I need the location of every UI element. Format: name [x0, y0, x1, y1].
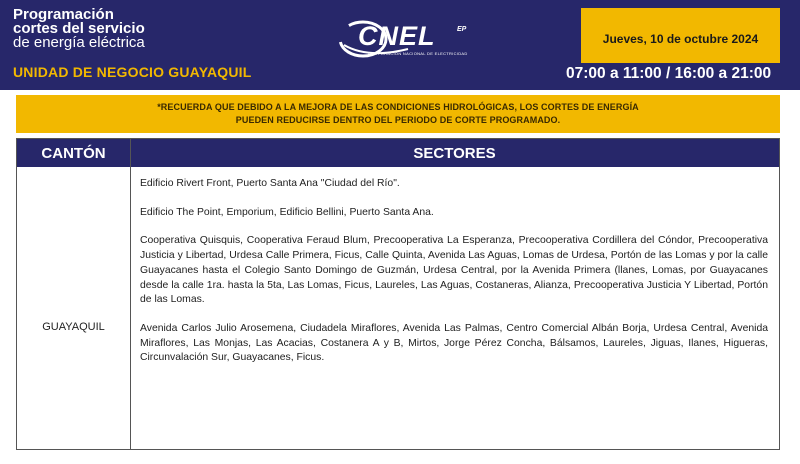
schedule-hours: 07:00 a 11:00 / 16:00 a 21:00 [566, 65, 772, 82]
notice-banner [16, 95, 780, 133]
date-box [581, 8, 780, 63]
sector-paragraph: Edificio The Point, Emporium, Edificio Bellini, Puerto Santa Ana. [140, 206, 434, 218]
sectores-cell [140, 177, 768, 380]
header-banner [0, 0, 800, 90]
canton-cell: GUAYAQUIL [42, 321, 105, 333]
sector-paragraph: Edificio Rivert Front, Puerto Santa Ana "Ciudad del Río". [140, 178, 400, 189]
title-line-2: cortes del servicio [13, 20, 145, 37]
column-header-canton: CANTÓN [41, 145, 106, 162]
logo-wordmark: CNEL [358, 21, 436, 51]
notice-line-1: *RECUERDA QUE DEBIDO A LA MEJORA DE LAS CONDICIONES HIDROLÓGICAS, LOS CORTES DE ENERGÍA [157, 102, 639, 112]
logo-ep: EP [457, 26, 467, 33]
sector-paragraph: Cooperativa Quisquis, Cooperativa Feraud Blum, Precooperativa La Esperanza, Precooperativa Cordillera del Cóndor, Precooperativa Justicia y Libertad, Urdesa Calle Primera, Ficus, Calle Quinta, Avenida Las Aguas, Lomas de Urdesa, Portón de las Lomas y por la calle Guayacanes hasta el Colegio Santo Domingo de Guzmán, Urdesa Central, por la Avenida Primera (llanes, Lomas, por Guayacanes desde la calle 1ra. hasta la 5ta, Las Lomas, Ficus, Laureles, Las Aguas, Costaneras, Alianza, Precooperativa Justicia Y Libertad, Portón de las Lomas. [140, 235, 768, 306]
title-line-3: de energía eléctrica [13, 34, 145, 51]
business-unit-label: UNIDAD DE NEGOCIO GUAYAQUIL [13, 64, 252, 80]
sector-paragraph: Avenida Carlos Julio Arosemena, Ciudadela Miraflores, Avenida Las Palmas, Centro Comercial Albán Borja, Urdesa Central, Avenida Miraflores, Las Monjas, Las Acacias, Costanera A y B, Mirtos, Jorge Pérez Concha, Bálsamos, Laureles, Jiguas, Ilanes, Higueras, Circunvalación Sur, Guayacanes, Ficus. [140, 322, 768, 364]
table-header-row [17, 139, 779, 167]
outage-table [16, 138, 780, 450]
cnel-logo [338, 15, 488, 65]
title-line-1: Programación [13, 6, 114, 23]
programacion-title [13, 8, 173, 50]
date-label: Jueves, 10 de octubre 2024 [602, 32, 759, 46]
notice-line-2: PUEDEN REDUCIRSE DENTRO DEL PERIODO DE CORTE PROGRAMADO. [235, 115, 561, 125]
column-header-sectores: SECTORES [413, 145, 496, 162]
logo-subtitle: CORPORACIÓN NACIONAL DE ELECTRICIDAD [368, 51, 468, 56]
column-divider [130, 139, 131, 449]
